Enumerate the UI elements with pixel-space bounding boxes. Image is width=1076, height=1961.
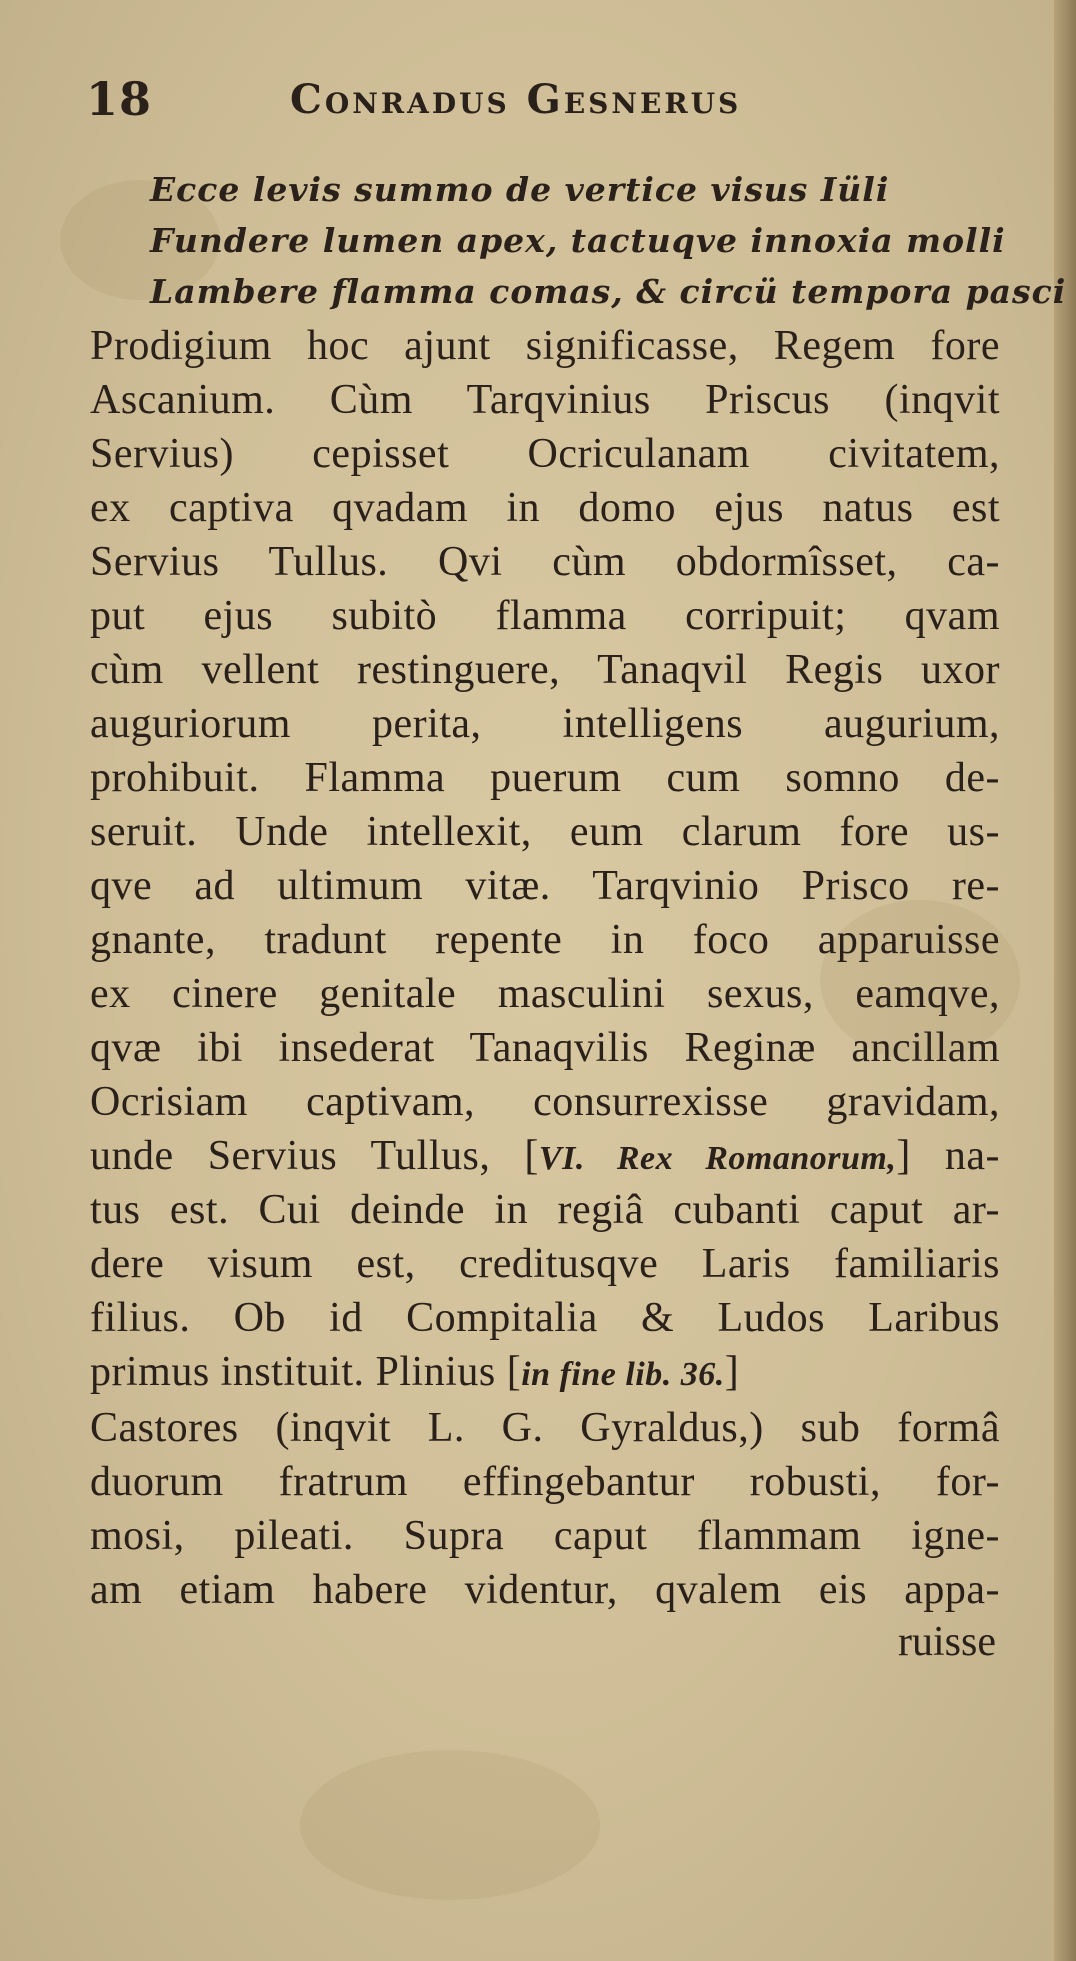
- verse-line: Lambere flamma comas, & circü tempora pasci: [150, 272, 1067, 311]
- citation-after: ]: [724, 1349, 740, 1395]
- text-line: dere visum est, creditusqve Laris familiaris: [90, 1241, 1000, 1287]
- text-line: duorum fratrum effingebantur robusti, for-: [90, 1459, 1000, 1505]
- text-line: am etiam habere videntur, qvalem eis appa-: [90, 1567, 1000, 1613]
- text-line: gnante, tradunt repente in foco apparuisse: [90, 917, 1000, 963]
- text-line: Servius Tullus. Qvi cùm obdormîsset, ca-: [90, 539, 1000, 585]
- text-line: ex cinere genitale masculini sexus, eamqve,: [90, 971, 1000, 1017]
- text-line: cùm vellent restinguere, Tanaqvil Regis uxor: [90, 647, 1000, 693]
- text-line: Castores (inqvit L. G. Gyraldus,) sub formâ: [90, 1405, 1000, 1451]
- text-line: Ascanium. Cùm Tarqvinius Priscus (inqvit: [90, 377, 1000, 423]
- catchword: ruisse: [898, 1619, 996, 1665]
- text-line: ex captiva qvadam in domo ejus natus est: [90, 485, 1000, 531]
- citation-italic: in fine lib. 36.: [521, 1356, 725, 1393]
- text-line: seruit. Unde intellexit, eum clarum fore us-: [90, 809, 1000, 855]
- paper-stain: [300, 1750, 600, 1900]
- text-line: Ocrisiam captivam, consurrexisse gravidam,: [90, 1079, 1000, 1125]
- citation-before: primus instituit. Plinius [: [90, 1349, 522, 1395]
- page-number: 18: [86, 72, 153, 126]
- text-line: filius. Ob id Compitalia & Ludos Laribus: [90, 1295, 1000, 1341]
- text-line: put ejus subitò flamma corripuit; qvam: [90, 593, 1000, 639]
- page-header: [86, 72, 986, 132]
- bracket-before: unde Servius Tullus, [: [90, 1133, 539, 1179]
- text-line-with-bracket: [90, 1132, 1000, 1180]
- text-line: mosi, pileati. Supra caput flammam igne-: [90, 1513, 1000, 1559]
- verse-line: Ecce levis summo de vertice visus Iüli: [150, 170, 890, 209]
- verse-line: Fundere lumen apex, tactuqve innoxia molli: [150, 221, 1006, 260]
- text-line: Servius) cepisset Ocriculanam civitatem,: [90, 431, 1000, 477]
- running-head: Conradus Gesnerus: [290, 76, 742, 123]
- bracket-after: ] na-: [896, 1133, 1000, 1179]
- text-line: qve ad ultimum vitæ. Tarqvinio Prisco re-: [90, 863, 1000, 909]
- text-line: prohibuit. Flamma puerum cum somno de-: [90, 755, 1000, 801]
- text-line: qvæ ibi insederat Tanaqvilis Reginæ ancillam: [90, 1025, 1000, 1071]
- text-line: Prodigium hoc ajunt significasse, Regem fore: [90, 323, 1000, 369]
- text-line: auguriorum perita, intelligens augurium,: [90, 701, 1000, 747]
- bracket-italic: VI. Rex Romanorum,: [538, 1140, 897, 1177]
- text-line: tus est. Cui deinde in regiâ cubanti caput ar-: [90, 1187, 1000, 1233]
- pliny-citation-line: [90, 1348, 1000, 1396]
